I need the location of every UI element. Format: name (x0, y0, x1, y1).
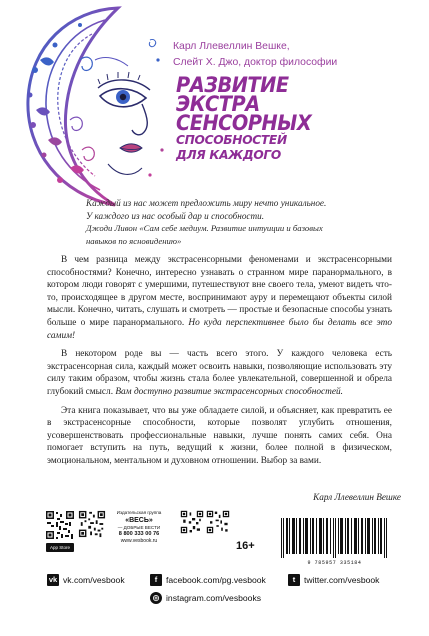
quote-line-2: У каждого из нас особый дар и способности. (86, 210, 265, 221)
instagram-link-text: instagram.com/vesbooks (166, 593, 262, 603)
qr-code-center-2[interactable] (206, 510, 230, 534)
isbn-barcode (277, 518, 392, 566)
paragraph-1-text: В чем разница между экстрасенсорными феноменами и экстрасенсорными способностями? Конечно, интересно узнавать о странном мире паранормального, в котором люди говорят с умершими, путешествуют вне своего тела, умеют видеть что-то, происходящее в другом месте, воспринимают ауру и перемещают объекты силой мысли. Конечно, читать, слушать и смотреть — простые и безопасные способы узнать больше о мире паранормального. (47, 255, 392, 328)
quote-source-line-1: Джоди Ливон «Сам себе медиум. Развитие интуиции и базовых (86, 223, 323, 234)
vk-icon: vk (48, 575, 58, 584)
publisher-block (108, 510, 170, 544)
title-line-5: ДЛЯ КАЖДОГО (176, 148, 281, 162)
social-link-twitter[interactable] (288, 574, 379, 586)
qr-code-right[interactable] (78, 510, 106, 538)
authors (173, 39, 423, 71)
author-line-1: Карл Ллевеллин Вешке, (173, 41, 290, 52)
instagram-icon: ◎ (150, 592, 162, 604)
social-link-facebook[interactable] (150, 574, 266, 586)
paragraph-1-emphasis: Но куда перспективнее было бы делать все это самим! (47, 317, 392, 341)
publisher-tagline: — ДОБРЫЕ ВЕСТИ (117, 525, 161, 530)
social-link-instagram[interactable] (150, 592, 261, 604)
barcode-bars (277, 518, 392, 558)
facebook-icon: f (150, 574, 162, 586)
ornamental-face-illustration (0, 0, 185, 215)
twitter-icon: t (288, 574, 300, 586)
paragraph-2 (47, 348, 392, 398)
title-line-2: ЭКСТРА (176, 92, 260, 116)
publisher-website[interactable]: www.vesbook.ru (120, 538, 158, 544)
facebook-link-text: facebook.com/pg.vesbook (166, 575, 266, 585)
publisher-group-label: Издательская группа (116, 510, 162, 515)
epigraph-quote (86, 197, 408, 248)
title-line-4: СПОСОБНОСТЕЙ (176, 133, 287, 147)
qr-code-left[interactable] (45, 510, 75, 540)
vk-link-text: vk.com/vesbook (63, 575, 125, 585)
author-line-2: Слейт Х. Джо, доктор философии (173, 57, 338, 68)
signature: Карл Ллевеллин Вешке (313, 492, 401, 502)
paragraph-1 (47, 254, 392, 342)
quote-line-1: Каждый из нас может предложить миру нечто уникальное. (86, 198, 327, 208)
age-rating-badge: 16+ (236, 540, 255, 552)
social-link-vk[interactable] (47, 574, 125, 586)
title-line-3: СЕНСОРНЫХ (176, 111, 312, 135)
paragraph-2-emphasis: Вам доступно развитие экстрасенсорных способностей. (115, 386, 343, 397)
qr-code-center-1[interactable] (180, 510, 204, 534)
quote-source-line-2: навыков по ясновидению» (86, 236, 182, 247)
publisher-phone: 8 800 333 00 76 (118, 531, 160, 537)
paragraph-3: Эта книга показывает, что вы уже обладаете силой, и объясняет, как превратить ее в экстрасенсорные способности, которые позволят углубить отношения, усовершенствовать профессиональные навыки, лучше понять самих себя. Она помогает вступить на путь, ведущий к жизни, более полной в физическом, эмоциональном, ментальном и духовном отношении. Выбор за вами. (47, 405, 392, 466)
publisher-name: «ВЕСЬ» (125, 517, 153, 524)
title-line-1: РАЗВИТИЕ (176, 73, 289, 97)
paragraph-2-text: В некотором роде вы — часть всего этого. У каждого человека есть экстрасенсорная сила, каждый может освоить навыки, позволяющие использовать эту силу таким образом, чтобы жизнь стала более увлекательной, совершенной и обрела глубокий смысл. (47, 349, 392, 397)
app-store-badge[interactable]: App Store (46, 543, 74, 552)
twitter-link-text: twitter.com/vesbook (304, 575, 380, 585)
book-title (176, 73, 351, 163)
description-text (47, 254, 392, 468)
isbn-digits: 9 785957 335184 (307, 560, 362, 566)
